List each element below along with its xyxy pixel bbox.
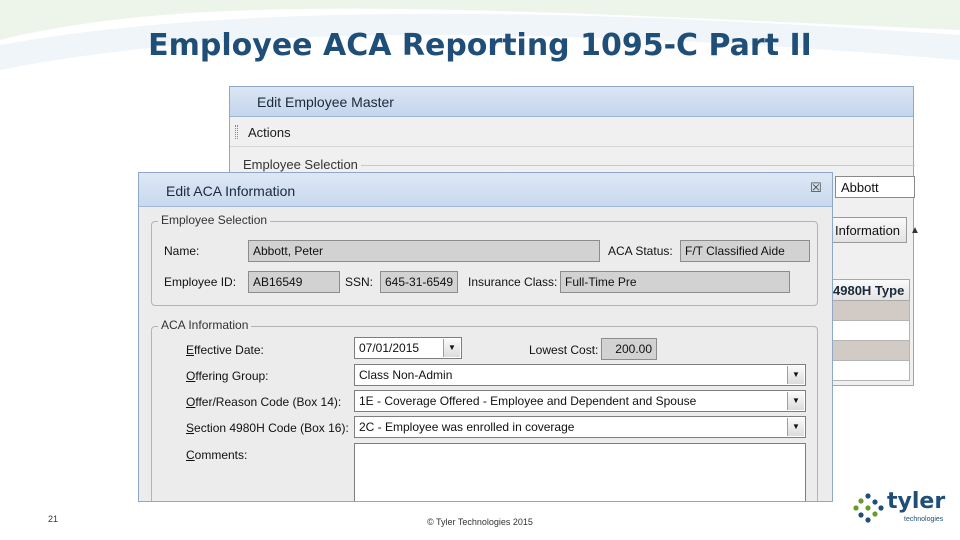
section-4980h-code-value: 2C - Employee was enrolled in coverage [359, 420, 575, 434]
employee-id-label: Employee ID: [164, 275, 237, 289]
slide-title: Employee ACA Reporting 1095-C Part II [148, 28, 812, 63]
dialog-titlebar [139, 173, 832, 207]
aca-grid [830, 279, 910, 381]
page-number: 21 [48, 514, 59, 524]
table-row[interactable] [830, 361, 910, 381]
copyright: © Tyler Technologies 2015 [427, 517, 533, 527]
effective-date-label: Effective Date: [186, 343, 264, 357]
name-field: Abbott, Peter [248, 240, 600, 262]
employee-selection-group [151, 213, 818, 306]
aca-information-legend: ACA Information [158, 318, 251, 332]
table-row[interactable] [830, 341, 910, 361]
offer-reason-code-select[interactable] [354, 390, 806, 412]
lowest-cost-label: Lowest Cost: [529, 343, 599, 357]
name-label: Name: [164, 244, 200, 258]
comments-textarea[interactable] [354, 443, 806, 502]
grid-header-4980h-type[interactable]: 4980H Type [830, 279, 910, 301]
ssn-field: 645-31-6549 [380, 271, 458, 293]
tyler-logo [852, 489, 952, 528]
aca-status-label: ACA Status: [608, 244, 673, 258]
table-row[interactable] [830, 321, 910, 341]
lowest-cost-field: 200.00 [601, 338, 657, 360]
employee-selection-legend: Employee Selection [158, 213, 270, 227]
chevron-down-icon[interactable]: ▼ [787, 392, 804, 410]
aca-status-field: F/T Classified Aide [680, 240, 810, 262]
actions-menu-label: Actions [248, 125, 291, 140]
insurance-class-label: Insurance Class: [468, 275, 558, 289]
offer-reason-code-value: 1E - Coverage Offered - Employee and Dependent and Spouse [359, 394, 697, 408]
toolbar-grip-icon [235, 125, 238, 139]
offering-group-value: Class Non-Admin [359, 368, 453, 382]
employee-id-field: AB16549 [248, 271, 340, 293]
insurance-class-field: Full-Time Pre [560, 271, 790, 293]
logo-word: tyler [887, 489, 946, 514]
window-title: Edit Employee Master [230, 87, 913, 117]
calendar-dropdown-icon[interactable]: ▼ [443, 339, 460, 357]
section-4980h-code-label: Section 4980H Code (Box 16): [186, 421, 349, 435]
effective-date-value: 07/01/2015 [359, 341, 420, 355]
comments-label: Comments: [186, 448, 248, 462]
offering-group-label: Offering Group: [186, 369, 269, 383]
table-row[interactable] [830, 301, 910, 321]
close-icon[interactable]: ☒ [810, 180, 822, 195]
chevron-down-icon[interactable]: ▼ [787, 366, 804, 384]
logo-subtitle: technologies [904, 516, 944, 523]
offer-reason-code-label: Offer/Reason Code (Box 14): [186, 395, 342, 409]
offering-group-select[interactable] [354, 364, 806, 386]
employee-name-input[interactable]: Abbott [835, 176, 915, 198]
chevron-down-icon[interactable]: ▼ [787, 418, 804, 436]
dialog-title: Edit ACA Information [166, 183, 296, 199]
tab-scroll-icon[interactable]: ▲ [910, 225, 920, 236]
section-4980h-code-select[interactable] [354, 416, 806, 438]
tab-information[interactable]: Information [830, 217, 907, 243]
actions-menu[interactable] [230, 117, 913, 147]
employee-selection-group-label: Employee Selection [240, 157, 361, 172]
edit-aca-information-dialog [138, 172, 833, 502]
effective-date-input[interactable] [354, 337, 462, 359]
tyler-logo-mark-icon [852, 492, 886, 524]
ssn-label: SSN: [345, 275, 374, 289]
